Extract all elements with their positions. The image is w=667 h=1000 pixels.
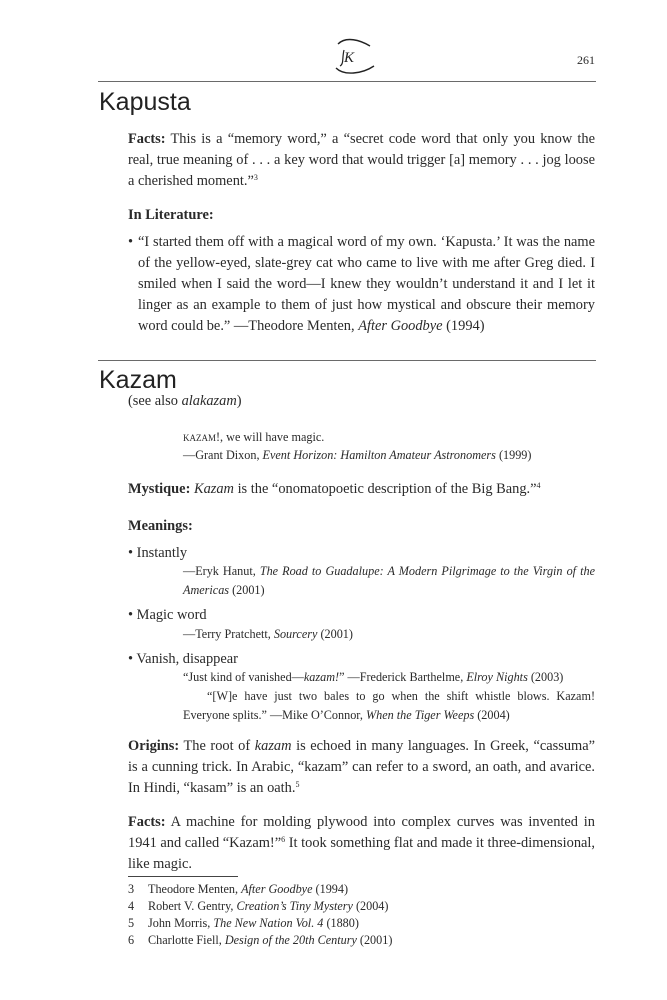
source-author: —Eryk Hanut, (183, 564, 256, 578)
quote-text: “[W]e have just two bales to go when the shift whistle blows. Kazam! Everyone splits.” —Mike O’Connor, (183, 689, 595, 722)
footnote-title: The New Nation Vol. 4 (213, 916, 324, 930)
see-also (128, 391, 242, 412)
entry-title-kazam: Kazam (99, 366, 177, 394)
source-title: The Road to Guadalupe: A Modern Pilgrimage to the Virgin of the Americas (183, 564, 595, 597)
section-rule (98, 360, 596, 361)
footnote-title: After Goodbye (241, 882, 313, 896)
bullet: • (128, 545, 134, 561)
quote-word: kazam! (303, 670, 340, 684)
header-ornament (330, 36, 380, 78)
epigraph-attribution (183, 446, 531, 465)
source-author: —Terry Pratchett, (183, 627, 271, 641)
meaning-quote (183, 687, 595, 725)
meaning-source (183, 562, 595, 600)
footnote-author: Charlotte Fiell, (148, 933, 222, 947)
epigraph-word: kazam (183, 430, 216, 444)
epigraph-rest: !, we will have magic. (216, 430, 325, 444)
kapusta-facts (128, 129, 595, 192)
origins (128, 736, 595, 799)
facts-label: Facts: (128, 814, 166, 830)
mystique-label: Mystique: (128, 481, 191, 497)
quote-author: ” —Frederick Barthelme, (339, 670, 464, 684)
source-year: (2001) (232, 583, 265, 597)
footnote-author: Theodore Menten, (148, 882, 239, 896)
literature-quote-text: “I started them off with a magical word of my own. ‘Kapusta.’ It was the name of the yellow-eyed, slate-grey cat who came to live with me after Greg died. I smiled when I said the word—I knew they wouldn’t understand it and I let it linger as an example to them of just how mystical and obscure their memory word could be.” —Theodore Menten, (138, 234, 595, 334)
footnote (128, 915, 359, 932)
k-flourish-icon (330, 36, 380, 78)
footnote (128, 898, 388, 915)
origins-pre: The root of (183, 738, 251, 754)
in-literature-label: In Literature: (128, 207, 214, 223)
footnote-year: (2004) (355, 899, 389, 913)
see-also-post: ) (236, 393, 242, 409)
kazam-facts (128, 812, 595, 875)
facts-text: This is a “memory word,” a “secret code word that only you know the real, true meaning of . . . a key word that would trigger [a] memory . . . jog loose a cherished moment.” (128, 131, 595, 189)
meanings-label: Meanings: (128, 518, 193, 534)
mystique-text: is the “onomatopoetic description of the Big Bang.” (237, 481, 537, 497)
footnote-ref: 4 (536, 481, 541, 490)
epigraph-attr-year: (1999) (498, 448, 532, 462)
meaning-term: Magic word (136, 607, 207, 623)
meaning-term: Instantly (136, 545, 188, 561)
origins-text: is echoed in many languages. In Greek, “cassuma” is a cunning trick. In Arabic, “kazam” can refer to a sword, an oath, and avarice. In Hindi, “kasam” is an oath. (128, 738, 595, 796)
meaning-item (128, 543, 187, 564)
footnote-ref: 3 (253, 173, 258, 182)
footnote-ref: 5 (295, 780, 300, 789)
source-title: Sourcery (273, 627, 318, 641)
footnote-number: 5 (128, 916, 135, 930)
literature-bullet: • (128, 234, 134, 250)
bullet: • (128, 607, 134, 623)
origins-label: Origins: (128, 738, 180, 754)
quote-title: Elroy Nights (466, 670, 528, 684)
footnote-number: 3 (128, 882, 135, 896)
meaning-quote (183, 668, 563, 687)
facts-text: It took something flat and made it three-dimensional, like magic. (128, 835, 595, 872)
footnote-number: 4 (128, 899, 135, 913)
meaning-item (128, 649, 238, 670)
footnote-year: (1994) (315, 882, 349, 896)
epigraph-line (183, 428, 324, 447)
footnote-title: Design of the 20th Century (224, 933, 357, 947)
quote-text: “Just kind of vanished— (183, 670, 304, 684)
footnote-ref: 6 (281, 835, 286, 844)
footnote-number: 6 (128, 933, 135, 947)
epigraph-attr-title: Event Horizon: Hamilton Amateur Astronomers (262, 448, 496, 462)
entry-title-kapusta: Kapusta (99, 88, 191, 116)
source-year: (2001) (320, 627, 353, 641)
footnote-author: John Morris, (148, 916, 211, 930)
quote-year: (2003) (530, 670, 564, 684)
facts-label: Facts: (128, 131, 166, 147)
literature-quote (138, 232, 595, 337)
footnote-author: Robert V. Gentry, (148, 899, 234, 913)
meaning-source (183, 625, 353, 644)
footnote (128, 881, 348, 898)
footnote-rule (128, 876, 238, 877)
quote-title: When the Tiger Weeps (365, 708, 475, 722)
meaning-term: Vanish, disappear (136, 651, 238, 667)
footnote-year: (2001) (359, 933, 393, 947)
bullet: • (128, 651, 134, 667)
literature-year: (1994) (446, 318, 485, 334)
mystique (128, 479, 541, 500)
quote-year: (2004) (477, 708, 510, 722)
origins-word: kazam (254, 738, 292, 754)
meaning-item (128, 605, 207, 626)
ornament-letter: K (344, 50, 355, 66)
see-also-pre: (see also (128, 393, 178, 409)
epigraph-attr-pre: —Grant Dixon, (183, 448, 260, 462)
literature-title: After Goodbye (358, 318, 443, 334)
mystique-word: Kazam (193, 481, 234, 497)
footnote-title: Creation’s Tiny Mystery (236, 899, 353, 913)
page-number: 261 (577, 53, 595, 67)
facts-text: A machine for molding plywood into complex curves was invented in 1941 and called “Kazam!” (128, 814, 595, 851)
header-rule (98, 81, 596, 82)
see-also-word: alakazam (181, 393, 237, 409)
footnote (128, 932, 392, 949)
footnote-year: (1880) (326, 916, 359, 930)
